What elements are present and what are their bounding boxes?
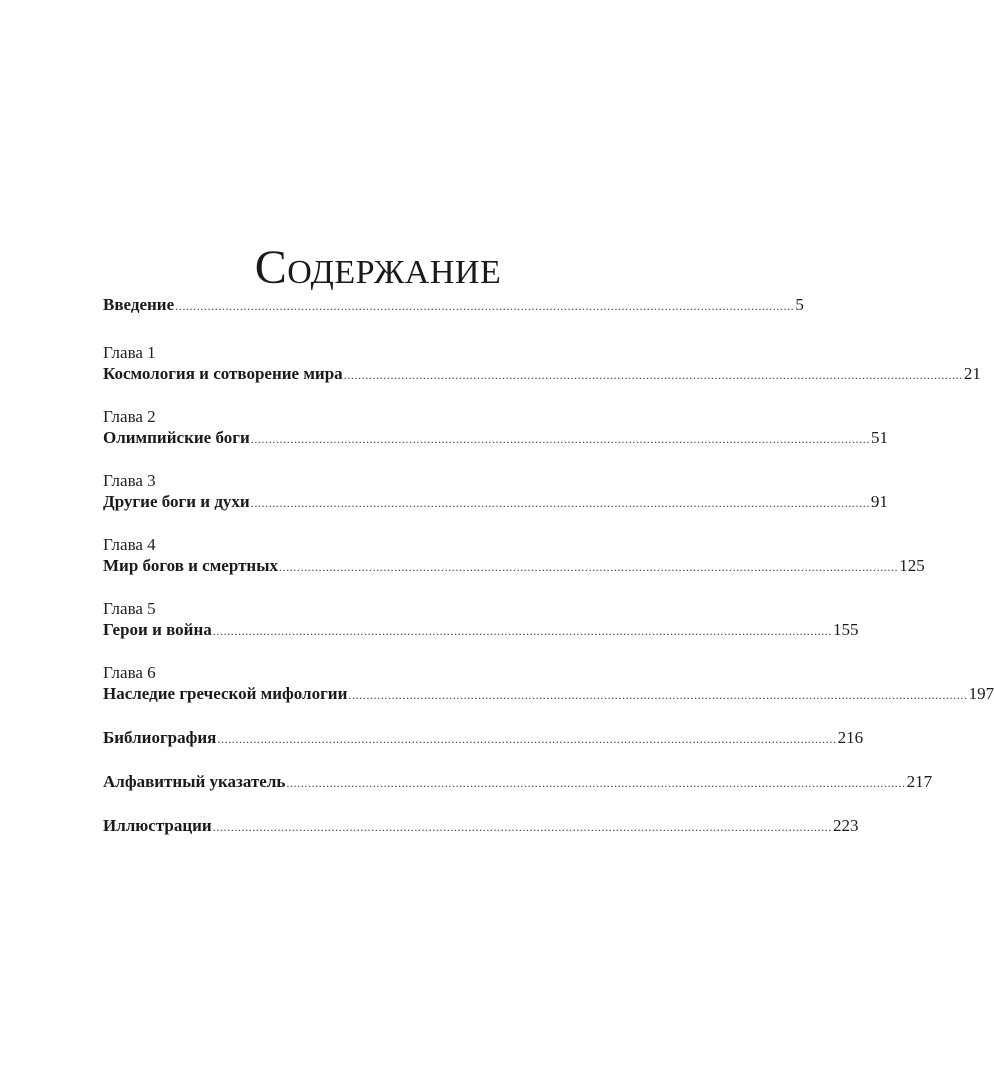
toc-entry-chapter-4[interactable] (103, 535, 925, 577)
toc-line (103, 555, 925, 577)
toc-line (103, 363, 981, 385)
toc-entry-index[interactable] (103, 771, 933, 793)
chapter-label: Глава 1 (103, 343, 156, 362)
toc-page-number: 217 (906, 772, 933, 791)
toc-line (103, 727, 864, 749)
toc-entry-title: Введение (103, 295, 175, 314)
toc-page-number: 5 (795, 295, 804, 314)
toc-line (103, 771, 933, 793)
toc-entry-introduction[interactable] (103, 294, 804, 316)
toc-entry-title: Библиография (103, 728, 217, 747)
toc-page-number: 197 (968, 684, 994, 703)
leader-dots: ............................................................................................................................................................................ (250, 432, 870, 446)
toc-line (103, 815, 859, 837)
chapter-label: Глава 5 (103, 599, 156, 618)
leader-dots: ............................................................................................................................................................................ (348, 688, 968, 702)
toc-page-number: 21 (963, 364, 981, 383)
toc-page-number: 91 (870, 492, 888, 511)
toc-entry-title: Другие боги и духи (103, 492, 250, 511)
toc-entry-chapter-1[interactable] (103, 343, 981, 385)
toc-entry-title: Наследие греческой мифологии (103, 684, 348, 703)
toc-entry-title: Олимпийские боги (103, 428, 250, 447)
toc-page-number: 223 (832, 816, 859, 835)
toc-line (103, 619, 859, 641)
toc-line (103, 491, 888, 513)
chapter-label: Глава 6 (103, 663, 156, 682)
leader-dots: ............................................................................................................................................................................ (343, 368, 963, 382)
leader-dots: ............................................................................................................................................................................ (286, 776, 906, 790)
toc-entry-chapter-2[interactable] (103, 407, 888, 449)
toc-line (103, 683, 994, 705)
leader-dots: ............................................................................................................................................................................ (217, 732, 837, 746)
toc-entry-bibliography[interactable] (103, 727, 864, 749)
toc-entry-title: Алфавитный указатель (103, 772, 286, 791)
toc-entry-title: Герои и война (103, 620, 212, 639)
toc-entry-illustrations[interactable] (103, 815, 859, 837)
leader-dots: ............................................................................................................................................................................ (279, 560, 899, 574)
chapter-label: Глава 3 (103, 471, 156, 490)
table-of-contents (103, 294, 994, 837)
leader-dots: ............................................................................................................................................................................ (212, 820, 832, 834)
toc-entry-chapter-5[interactable] (103, 599, 859, 641)
toc-entry-chapter-6[interactable] (103, 663, 994, 705)
toc-page-number: 51 (870, 428, 888, 447)
toc-entry-title: Космология и сотворение мира (103, 364, 343, 383)
chapter-label: Глава 2 (103, 407, 156, 426)
leader-dots: ............................................................................................................................................................................ (175, 299, 795, 313)
page-title: Содержание (254, 241, 502, 295)
toc-page-number: 125 (899, 556, 925, 575)
toc-line (103, 427, 888, 449)
toc-entry-title: Иллюстрации (103, 816, 212, 835)
toc-entry-title: Мир богов и смертных (103, 556, 278, 575)
toc-line (103, 294, 804, 316)
toc-page-number: 216 (837, 728, 864, 747)
toc-entry-chapter-3[interactable] (103, 471, 888, 513)
toc-page-number: 155 (832, 620, 859, 639)
leader-dots: ............................................................................................................................................................................ (250, 496, 870, 510)
leader-dots: ............................................................................................................................................................................ (212, 624, 832, 638)
chapter-label: Глава 4 (103, 535, 156, 554)
